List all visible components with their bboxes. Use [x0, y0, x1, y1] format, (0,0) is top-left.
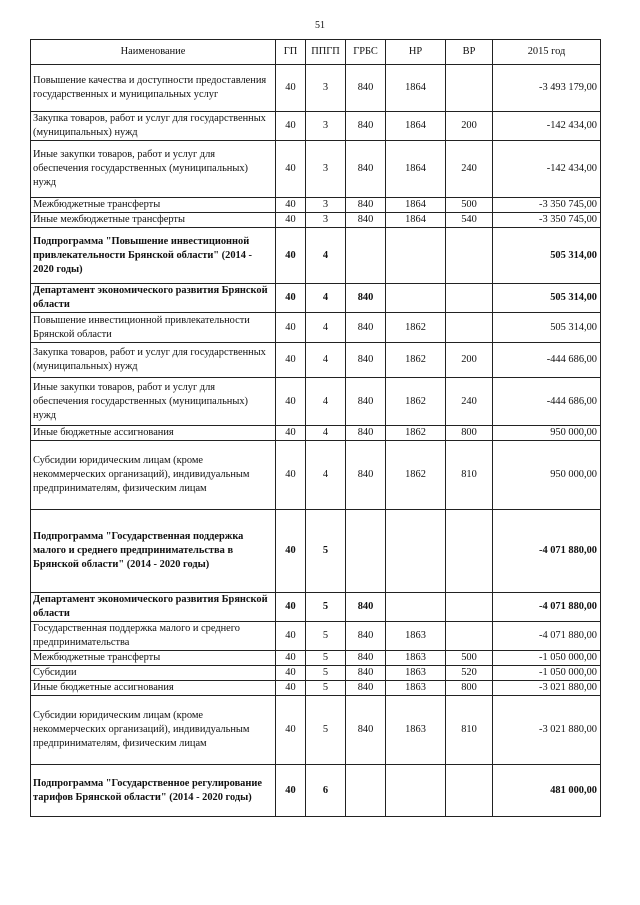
cell-ppgp: 4: [306, 228, 346, 284]
cell-vr: 810: [446, 441, 493, 510]
cell-grbs: [346, 510, 386, 593]
cell-nr: 1862: [386, 313, 446, 343]
cell-name: Департамент экономического развития Брянской области: [31, 284, 276, 313]
cell-vr: [446, 313, 493, 343]
cell-vr: [446, 510, 493, 593]
cell-nr: [386, 284, 446, 313]
cell-nr: 1863: [386, 666, 446, 681]
cell-ppgp: 5: [306, 622, 346, 651]
cell-vr: [446, 65, 493, 112]
table-header-row: [31, 40, 601, 65]
cell-amount: 505 314,00: [493, 284, 601, 313]
cell-ppgp: 4: [306, 284, 346, 313]
cell-nr: [386, 593, 446, 622]
cell-ppgp: 4: [306, 441, 346, 510]
cell-grbs: [346, 765, 386, 817]
cell-name: Департамент экономического развития Брянской области: [31, 593, 276, 622]
table-row: [31, 441, 601, 510]
cell-amount: -3 350 745,00: [493, 213, 601, 228]
table-row: [31, 343, 601, 378]
cell-gp: 40: [276, 213, 306, 228]
cell-name: Субсидии юридическим лицам (кроме некоммерческих организаций), индивидуальным предпринимателям, физическим лицам: [31, 696, 276, 765]
cell-gp: 40: [276, 651, 306, 666]
cell-amount: -4 071 880,00: [493, 593, 601, 622]
cell-vr: [446, 228, 493, 284]
cell-nr: [386, 228, 446, 284]
cell-grbs: 840: [346, 198, 386, 213]
cell-amount: 505 314,00: [493, 228, 601, 284]
header-year: 2015 год: [493, 40, 601, 65]
cell-amount: 950 000,00: [493, 441, 601, 510]
cell-gp: 40: [276, 426, 306, 441]
cell-amount: -444 686,00: [493, 378, 601, 426]
cell-ppgp: 4: [306, 378, 346, 426]
cell-vr: [446, 284, 493, 313]
cell-grbs: 840: [346, 213, 386, 228]
table-row: [31, 313, 601, 343]
cell-ppgp: 5: [306, 681, 346, 696]
cell-name: Субсидии: [31, 666, 276, 681]
header-nr: НР: [386, 40, 446, 65]
cell-name: Межбюджетные трансферты: [31, 651, 276, 666]
cell-ppgp: 5: [306, 593, 346, 622]
table-row: [31, 65, 601, 112]
cell-ppgp: 5: [306, 651, 346, 666]
table-row: [31, 228, 601, 284]
cell-name: Иные бюджетные ассигнования: [31, 681, 276, 696]
cell-nr: 1864: [386, 198, 446, 213]
table-row: [31, 213, 601, 228]
cell-name: Подпрограмма "Повышение инвестиционной привлекательности Брянской области" (2014 - 2020 годы): [31, 228, 276, 284]
cell-nr: 1862: [386, 378, 446, 426]
cell-ppgp: 3: [306, 65, 346, 112]
cell-nr: 1864: [386, 65, 446, 112]
cell-grbs: 840: [346, 681, 386, 696]
table-row: [31, 141, 601, 198]
cell-name: Государственная поддержка малого и среднего предпринимательства: [31, 622, 276, 651]
cell-gp: 40: [276, 228, 306, 284]
cell-vr: 200: [446, 112, 493, 141]
cell-ppgp: 5: [306, 510, 346, 593]
page-number: 51: [315, 20, 325, 31]
cell-amount: -444 686,00: [493, 343, 601, 378]
cell-ppgp: 3: [306, 213, 346, 228]
table-row: [31, 284, 601, 313]
cell-vr: 500: [446, 651, 493, 666]
cell-gp: 40: [276, 622, 306, 651]
cell-vr: 800: [446, 681, 493, 696]
cell-nr: 1864: [386, 213, 446, 228]
cell-vr: 240: [446, 141, 493, 198]
cell-amount: -3 021 880,00: [493, 696, 601, 765]
cell-amount: -1 050 000,00: [493, 651, 601, 666]
cell-gp: 40: [276, 198, 306, 213]
cell-gp: 40: [276, 593, 306, 622]
cell-nr: 1864: [386, 141, 446, 198]
cell-amount: -3 493 179,00: [493, 65, 601, 112]
cell-gp: 40: [276, 65, 306, 112]
cell-nr: [386, 765, 446, 817]
cell-nr: 1863: [386, 622, 446, 651]
table-row: [31, 593, 601, 622]
header-grbs: ГРБС: [346, 40, 386, 65]
cell-nr: 1863: [386, 681, 446, 696]
cell-vr: [446, 622, 493, 651]
cell-amount: 505 314,00: [493, 313, 601, 343]
cell-nr: 1862: [386, 441, 446, 510]
cell-gp: 40: [276, 681, 306, 696]
cell-name: Межбюджетные трансферты: [31, 198, 276, 213]
budget-table: [30, 39, 601, 817]
cell-nr: 1862: [386, 343, 446, 378]
header-ppgp: ППГП: [306, 40, 346, 65]
cell-name: Повышение инвестиционной привлекательности Брянской области: [31, 313, 276, 343]
cell-amount: -4 071 880,00: [493, 622, 601, 651]
cell-amount: -142 434,00: [493, 112, 601, 141]
cell-gp: 40: [276, 343, 306, 378]
cell-vr: 500: [446, 198, 493, 213]
table-row: [31, 696, 601, 765]
cell-gp: 40: [276, 666, 306, 681]
cell-vr: 810: [446, 696, 493, 765]
cell-name: Иные закупки товаров, работ и услуг для обеспечения государственных (муниципальных) нужд: [31, 141, 276, 198]
cell-ppgp: 3: [306, 112, 346, 141]
cell-grbs: 840: [346, 112, 386, 141]
cell-grbs: 840: [346, 696, 386, 765]
cell-nr: 1863: [386, 696, 446, 765]
cell-ppgp: 6: [306, 765, 346, 817]
cell-grbs: 840: [346, 426, 386, 441]
cell-grbs: 840: [346, 313, 386, 343]
table-row: [31, 426, 601, 441]
cell-name: Подпрограмма "Государственное регулирование тарифов Брянской области" (2014 - 2020 годы): [31, 765, 276, 817]
cell-ppgp: 4: [306, 343, 346, 378]
cell-name: Иные бюджетные ассигнования: [31, 426, 276, 441]
cell-amount: 950 000,00: [493, 426, 601, 441]
table-row: [31, 681, 601, 696]
cell-amount: -3 350 745,00: [493, 198, 601, 213]
cell-gp: 40: [276, 441, 306, 510]
cell-name: Повышение качества и доступности предоставления государственных и муниципальных услуг: [31, 65, 276, 112]
cell-grbs: 840: [346, 651, 386, 666]
cell-name: Иные закупки товаров, работ и услуг для обеспечения государственных (муниципальных) нужд: [31, 378, 276, 426]
table-row: [31, 378, 601, 426]
cell-vr: [446, 593, 493, 622]
cell-grbs: 840: [346, 378, 386, 426]
table-row: [31, 666, 601, 681]
table-row: [31, 651, 601, 666]
cell-vr: 200: [446, 343, 493, 378]
cell-amount: -4 071 880,00: [493, 510, 601, 593]
cell-grbs: 840: [346, 441, 386, 510]
cell-gp: 40: [276, 284, 306, 313]
cell-nr: [386, 510, 446, 593]
header-gp: ГП: [276, 40, 306, 65]
cell-grbs: 840: [346, 343, 386, 378]
cell-gp: 40: [276, 112, 306, 141]
table-body: [31, 65, 601, 817]
cell-ppgp: 3: [306, 141, 346, 198]
cell-grbs: 840: [346, 141, 386, 198]
cell-name: Иные межбюджетные трансферты: [31, 213, 276, 228]
cell-nr: 1863: [386, 651, 446, 666]
cell-amount: 481 000,00: [493, 765, 601, 817]
cell-gp: 40: [276, 378, 306, 426]
cell-gp: 40: [276, 696, 306, 765]
cell-name: Субсидии юридическим лицам (кроме некоммерческих организаций), индивидуальным предпринимателям, физическим лицам: [31, 441, 276, 510]
cell-nr: 1862: [386, 426, 446, 441]
cell-amount: -1 050 000,00: [493, 666, 601, 681]
cell-grbs: [346, 228, 386, 284]
cell-grbs: 840: [346, 622, 386, 651]
cell-ppgp: 5: [306, 696, 346, 765]
header-name: Наименование: [31, 40, 276, 65]
cell-grbs: 840: [346, 284, 386, 313]
cell-grbs: 840: [346, 65, 386, 112]
cell-amount: -142 434,00: [493, 141, 601, 198]
cell-ppgp: 4: [306, 313, 346, 343]
cell-grbs: 840: [346, 666, 386, 681]
table-row: [31, 765, 601, 817]
cell-gp: 40: [276, 510, 306, 593]
cell-gp: 40: [276, 313, 306, 343]
cell-ppgp: 4: [306, 426, 346, 441]
cell-vr: 540: [446, 213, 493, 228]
cell-grbs: 840: [346, 593, 386, 622]
cell-name: Закупка товаров, работ и услуг для государственных (муниципальных) нужд: [31, 112, 276, 141]
cell-ppgp: 3: [306, 198, 346, 213]
cell-name: Подпрограмма "Государственная поддержка малого и среднего предпринимательства в Брянской области" (2014 - 2020 годы): [31, 510, 276, 593]
cell-vr: [446, 765, 493, 817]
table-row: [31, 112, 601, 141]
cell-nr: 1864: [386, 112, 446, 141]
cell-amount: -3 021 880,00: [493, 681, 601, 696]
header-vr: ВР: [446, 40, 493, 65]
cell-vr: 240: [446, 378, 493, 426]
cell-ppgp: 5: [306, 666, 346, 681]
cell-gp: 40: [276, 141, 306, 198]
table-row: [31, 510, 601, 593]
cell-gp: 40: [276, 765, 306, 817]
cell-vr: 800: [446, 426, 493, 441]
table-row: [31, 622, 601, 651]
table-row: [31, 198, 601, 213]
cell-name: Закупка товаров, работ и услуг для государственных (муниципальных) нужд: [31, 343, 276, 378]
cell-vr: 520: [446, 666, 493, 681]
